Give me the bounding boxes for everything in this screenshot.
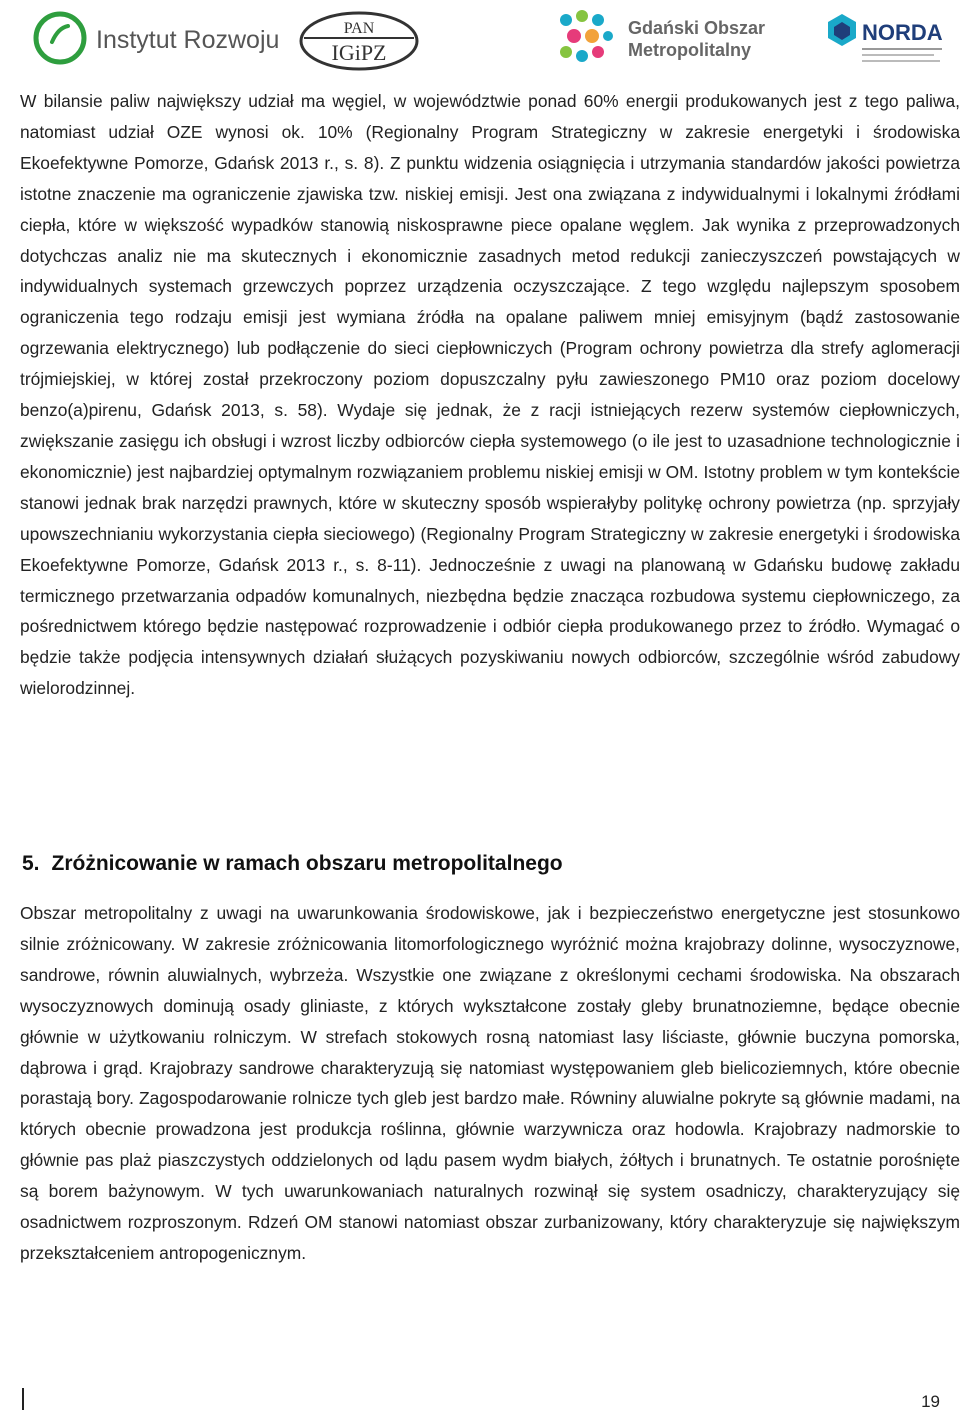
text-cursor-mark — [22, 1388, 24, 1410]
section-heading — [22, 852, 563, 876]
section-number: 5. — [22, 852, 40, 875]
hexagon-logo-icon — [828, 14, 856, 46]
circle-logo-icon — [36, 14, 84, 62]
section-title: Zróżnicowanie w ramach obszaru metropolitalnego — [51, 852, 563, 875]
svg-text:IGiPZ: IGiPZ — [331, 40, 387, 65]
paragraph-metropolitan-diversity: Obszar metropolitalny z uwagi na uwarunkowania środowiskowe, jak i bezpieczeństwo energetyczne jest stosunkowo silnie zróżnicowany. W zakresie zróżnicowania litomorfologicznego wyróżnić można krajobrazy dolinne, wysoczyznowe, sandrowe, równin aluwialnych, wybrzeża. Wszystkie one związane z określonymi cechami środowiska. Na obszarach wysoczyznowych dominują osady gliniaste, z których wykształcone zostały gleby brunatnoziemne, będące obecnie głównie w użytkowaniu rolniczym. W strefach stokowych rosną natomiast lasy liściaste, głównie buczyna pomorska, dąbrowa i grąd. Krajobrazy sandrowe charakteryzują się natomiast występowaniem gleb bielicoziemnych, które obecnie porastają bory. Zagospodarowanie rolnicze tych gleb jest bardzo małe. Równiny aluwialne pokryte są głównie madami, na których obecnie prowadzona jest produkcja roślinna, głównie warzywnicza oraz hodowla. Krajobrazy nadmorskie to głównie pas plaż piaszczystych oddzielonych od lądu pasem wydm białych, żółtych i brunatnych. Te ostatnie porośnięte są borem bażynowym. W tych uwarunkowaniach naturalnych rozwinął się system osadniczy, charakteryzujący się osadnictwem rozproszonym. Rdzeń OM stanowi natomiast obszar zurbanizowany, który charakteryzuje się największym przekształceniem antropogenicznym. — [20, 903, 960, 1263]
norda-logo — [822, 8, 950, 70]
paragraph-energy-balance — [20, 86, 960, 704]
instytut-rozwoju-text: Instytut Rozwoju — [96, 26, 280, 54]
pan-igipz-logo — [298, 10, 420, 72]
gdanski-obszar-metropolitalny-logo — [556, 8, 778, 68]
svg-text:Metropolitalny: Metropolitalny — [628, 40, 752, 60]
page-header — [0, 0, 960, 78]
instytut-rozwoju-logo — [30, 8, 280, 68]
svg-text:Gdański Obszar: Gdański Obszar — [628, 18, 766, 38]
page-number: 19 — [921, 1392, 940, 1411]
paragraph-body: Z punktu widzenia osiągnięcia i utrzymania standardów jakości powietrza istotne znaczenie ma ograniczenie zjawiska tzw. niskiej emisji. Jest ona związana z indywidualnymi i lokalnymi źródłami ciepła, które w większość wypadków stanowią niskosprawne piece opalane węglem. Jak wynika z przeprowadzonych dotychczas analiz nie ma skutecznych i ekonomicznie zasadnych metod redukcji zanieczyszczeń powstających w indywidualnych systemach grzewczych poprzez urządzenia oczyszczające. Z tego względu najlepszym sposobem ograniczenia tego rodzaju emisji jest wymiana źródła na opalane paliwem mniej emisyjnym (bądź zastosowanie ogrzewania elektrycznego) lub podłączenie do sieci ciepłowniczych (Program ochrony powietrza dla strefy aglomeracji trójmiejskiej, w której został przekroczony poziom dopuszczalny pyłu zawieszonego PM10 oraz poziom docelowy benzo(a)pirenu, Gdańsk 2013, s. 58). Wydaje się jednak, że z racji istniejących rezerw systemów ciepłowniczych, zwiększanie zasięgu ich obsługi i wzrost liczby odbiorców ciepła systemowego (o ile jest to uzasadnione technologicznie i ekonomicznie) jest najbardziej optymalnym rozwiązaniem problemu niskiej emisji w OM. Istotny problem w tym kontekście stanowi jednak brak narzędzi prawnych, które w skuteczny sposób wspierałyby politykę ochrony powietrza (np. sprzyjały upowszechnianiu wykorzystania ciepła sieciowego) (Regionalny Program Strategiczny w zakresie energetyki i środowiska Ekoefektywne Pomorze, Gdańsk 2013 r., s. 8-11). Jednocześnie z uwagi na planowaną w Gdańsku budowę zakładu termicznego przetwarzania odpadów komunalnych, niezbędna będzie znacząca rozbudowa systemu ciepłowniczego, za pośrednictwem którego będzie następować rozprowadzenie i odbiór ciepła produkowanego przez to źródło. Wymagać o będzie także podjęcia intensywnych działań służących pozyskiwaniu nowych odbiorców, szczególnie wśród zabudowy wielorodzinnej. — [20, 152, 960, 699]
paragraph-lead: W bilansie paliw największy udział ma węgiel, w województwie ponad 60% energii produkowanych jest z tego paliwa, natomiast udział OZE wynosi ok. 10% (Regionalny Program Strategiczny w zakresie energetyki i środowiska Ekoefektywne Pomorze, Gdańsk 2013 r., s. 8). — [20, 91, 960, 173]
dots-logo-icon — [560, 10, 613, 62]
svg-text:PAN: PAN — [343, 20, 375, 37]
svg-text:NORDA: NORDA — [862, 20, 943, 45]
